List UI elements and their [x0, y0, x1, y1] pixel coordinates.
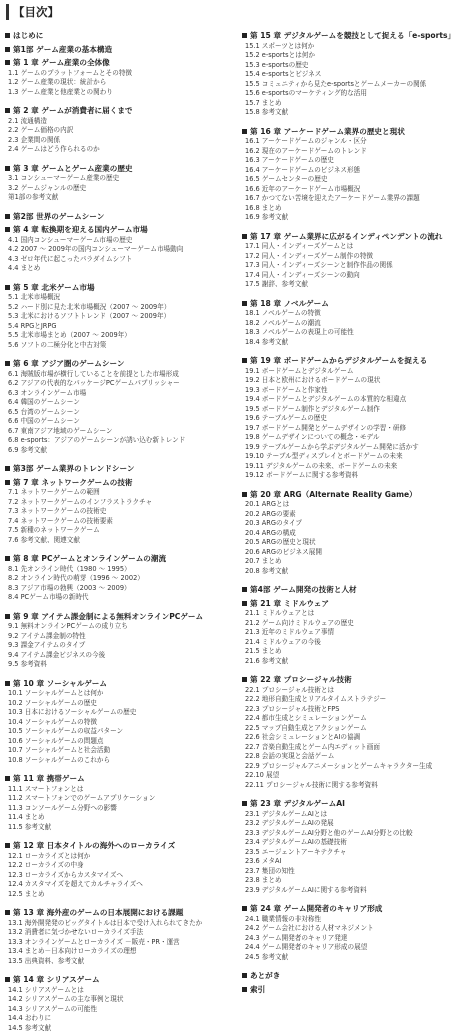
toc-section-item[interactable]: 22.11 プロシージャル技術に関する参考資料 — [241, 781, 472, 791]
toc-gap — [4, 155, 234, 161]
toc-section-item[interactable]: 11.1 スマートフォンとは — [4, 785, 234, 795]
toc-section-item[interactable]: 12.5 まとめ — [4, 890, 234, 900]
toc-chapter-heading[interactable]: 第 24 章 ゲーム開発者のキャリア形成 — [241, 904, 472, 915]
toc-section-item[interactable]: 22.10 展望 — [241, 771, 472, 781]
toc-gap — [241, 347, 472, 353]
toc-section-item[interactable]: 1.1 ゲームのプラットフォームとその特徴 — [4, 69, 234, 79]
toc-chapter-heading[interactable]: 第4部 ゲーム開発の技術と人材 — [241, 585, 472, 596]
toc-gap — [4, 97, 234, 103]
toc-section-item[interactable]: 21.4 ミドルウェアの今後 — [241, 638, 472, 648]
toc-section-item[interactable]: 15.4 e-sportsとビジネス — [241, 70, 472, 80]
toc-section-item[interactable]: 10.8 ソーシャルゲームのこれから — [4, 756, 234, 766]
toc-section-item[interactable]: 21.3 近年のミドルウェア事情 — [241, 628, 472, 638]
toc-section-item[interactable]: 8.1 先オンライン時代（1980 ～ 1995） — [4, 565, 234, 575]
toc-section-item[interactable]: 6.2 アジアの代表的なパッケージPCゲームパブリッシャー — [4, 379, 234, 389]
toc-section-item[interactable]: 24.3 ゲーム開発者のキャリア発達 — [241, 934, 472, 944]
toc-section-item[interactable]: 6.3 オンラインゲーム市場 — [4, 389, 234, 399]
toc-section-item[interactable]: 12.3 ローカライズからカスタマイズへ — [4, 871, 234, 881]
toc-section-item[interactable]: 5.5 北米市場まとめ（2007 ～ 2009年） — [4, 331, 234, 341]
toc-section-item[interactable]: 12.2 ローカライズの中身 — [4, 861, 234, 871]
toc-section-item[interactable]: 23.2 デジタルゲームAIの発展 — [241, 819, 472, 829]
toc-section-item[interactable]: 14.2 シリアスゲームの主な事例と現状 — [4, 995, 234, 1005]
toc-section-item[interactable]: 23.3 デジタルゲームAI分野と他のゲームAI分野との比較 — [241, 829, 472, 839]
toc-section-item[interactable]: 22.1 プロシージャル技術とは — [241, 686, 472, 696]
toc-section-item[interactable]: 16.7 かつてない苦境を迎えたアーケードゲーム業界の課題 — [241, 194, 472, 204]
toc-section-item[interactable]: 13.2 消費者に気づかせないローカライズ手法 — [4, 928, 234, 938]
toc-section-item[interactable]: 9.5 参考資料 — [4, 660, 234, 670]
toc-section-item[interactable]: 2.2 ゲーム価格の内訳 — [4, 126, 234, 136]
toc-section-item[interactable]: 15.8 参考文献 — [241, 108, 472, 118]
toc-section-item[interactable]: 6.7 東南アジア地域のゲームシーン — [4, 427, 234, 437]
toc-section-item[interactable]: 19.1 ボードゲームとデジタルゲーム — [241, 367, 472, 377]
toc-section-item[interactable]: 9.4 アイテム課金ビジネスの今後 — [4, 651, 234, 661]
toc-section-item[interactable]: 17.4 同人・インディーズシーンの動向 — [241, 271, 472, 281]
toc-section-item[interactable]: 19.11 デジタルゲームの未来、ボードゲームの未来 — [241, 462, 472, 472]
toc-section-item[interactable]: 19.6 テーブルゲームの歴史 — [241, 414, 472, 424]
toc-gap — [241, 481, 472, 487]
toc-chapter-heading[interactable]: 第3部 ゲーム業界のトレンドシーン — [4, 464, 234, 475]
toc-gap — [4, 274, 234, 280]
toc-section-item[interactable]: 13.1 海外開発発のビッグタイトルは日本で受け入れられてきたか — [4, 919, 234, 929]
toc-chapter-heading[interactable]: 第 2 章 ゲームが消費者に届くまで — [4, 106, 234, 117]
toc-section-item[interactable]: 15.6 e-sportsのマーケティング的な活用 — [241, 89, 472, 99]
toc-section-item[interactable]: 7.6 参考文献、関連文献 — [4, 536, 234, 546]
toc-section-item[interactable]: 8.4 PCゲーム市場の新時代 — [4, 593, 234, 603]
toc-section-item[interactable]: 16.5 ゲームセンターの歴史 — [241, 175, 472, 185]
toc-chapter-heading[interactable]: 第 14 章 シリアスゲーム — [4, 975, 234, 986]
toc-section-item[interactable]: 23.9 デジタルゲームAIに関する参考資料 — [241, 886, 472, 896]
toc-section-item[interactable]: 22.4 都市生成とシミュレーションゲーム — [241, 714, 472, 724]
toc-section-item[interactable]: 19.2 日本と欧州におけるボードゲームの現状 — [241, 376, 472, 386]
toc-section-item[interactable]: 24.4 ゲーム開発者のキャリア形成の展望 — [241, 943, 472, 953]
toc-section-item[interactable]: 11.3 コンソールゲーム分野への影響 — [4, 804, 234, 814]
toc-section-item[interactable]: 10.1 ソーシャルゲームとは何か — [4, 689, 234, 699]
toc-section-item[interactable]: 14.3 シリアスゲームの可能性 — [4, 1005, 234, 1015]
toc-section-item[interactable]: 20.8 参考文献 — [241, 567, 472, 577]
toc-section-item[interactable]: 15.1 スポーツとは何か — [241, 42, 472, 52]
toc-section-item[interactable]: 22.3 プロシージャル技術とFPS — [241, 705, 472, 715]
toc-chapter-heading[interactable]: 第 8 章 PCゲームとオンラインゲームの潮流 — [4, 554, 234, 565]
toc-section-item[interactable]: 24.2 ゲーム会社における人材マネジメント — [241, 924, 472, 934]
toc-chapter-heading[interactable]: 第2部 世界のゲームシーン — [4, 212, 234, 223]
toc-section-item[interactable]: 14.1 シリアスゲームとは — [4, 986, 234, 996]
toc-section-item[interactable]: 6.8 e-sports：アジアのゲームシーンが誘い込む新トレンド — [4, 436, 234, 446]
toc-section-item[interactable]: 16.2 現在のアーケードゲームのトレンド — [241, 147, 472, 157]
toc-section-item[interactable]: 14.4 おわりに — [4, 1014, 234, 1024]
toc-section-item[interactable]: 第1部の参考文献 — [4, 193, 234, 203]
toc-section-item[interactable]: 6.1 海賊版市場が横行していることを前提とした市場形成 — [4, 370, 234, 380]
toc-section-item[interactable]: 22.2 地形自動生成とリアルタイムストラテジー — [241, 695, 472, 705]
toc-gap — [241, 895, 472, 901]
toc-chapter-heading[interactable]: 第1部 ゲーム産業の基本構造 — [4, 45, 234, 56]
toc-chapter-heading[interactable]: 第 12 章 日本タイトルの海外へのローカライズ — [4, 841, 234, 852]
toc-right-column — [241, 28, 472, 995]
toc-chapter-heading[interactable]: はじめに — [4, 31, 234, 42]
toc-chapter-heading[interactable]: 第 20 章 ARG（Alternate Reality Game） — [241, 490, 472, 501]
toc-section-item[interactable]: 12.4 カスタマイズを超えてカルチャライズへ — [4, 880, 234, 890]
toc-section-item[interactable]: 23.5 エージェントアーキテクチャ — [241, 848, 472, 858]
toc-chapter-heading[interactable]: 第 15 章 デジタルゲームを競技として捉える「e-sports」 — [241, 31, 472, 42]
toc-section-item[interactable]: 16.4 アーケードゲームのビジネス形態 — [241, 166, 472, 176]
toc-gap — [241, 576, 472, 582]
toc-gap — [241, 223, 472, 229]
toc-gap — [4, 899, 234, 905]
toc-section-item[interactable]: 21.1 ミドルウェアとは — [241, 609, 472, 619]
toc-section-item[interactable]: 20.1 ARGとは — [241, 500, 472, 510]
toc-section-item[interactable]: 6.9 参考文献 — [4, 446, 234, 456]
toc-section-item[interactable]: 10.5 ソーシャルゲームの収益パターン — [4, 727, 234, 737]
toc-section-item[interactable]: 15.7 まとめ — [241, 99, 472, 109]
toc-section-item[interactable]: 4.3 ゼロ年代に起こったパラダイムシフト — [4, 255, 234, 265]
toc-chapter-heading[interactable]: 第 13 章 海外産のゲームの日本展開における課題 — [4, 908, 234, 919]
toc-section-item[interactable]: 20.5 ARGの歴史と現状 — [241, 538, 472, 548]
toc-section-item[interactable]: 10.2 ソーシャルゲームの歴史 — [4, 699, 234, 709]
toc-section-item[interactable]: 22.7 音楽自動生成とゲーム内エディット画面 — [241, 743, 472, 753]
toc-section-item[interactable]: 5.2 ハード別に見た北米市場概況（2007 ～ 2009年） — [4, 303, 234, 313]
toc-section-item[interactable]: 21.2 ゲーム向けミドルウェアの歴史 — [241, 619, 472, 629]
toc-section-item[interactable]: 4.4 まとめ — [4, 264, 234, 274]
toc-section-item[interactable]: 1.2 ゲーム産業の現状：統計から — [4, 78, 234, 88]
toc-section-item[interactable]: 9.1 無料オンラインPCゲームの成り立ち — [4, 622, 234, 632]
toc-section-item[interactable]: 23.4 デジタルゲームAIの基礎技術 — [241, 838, 472, 848]
toc-section-item[interactable]: 7.4 ネットワークゲームの技術要素 — [4, 517, 234, 527]
toc-section-item[interactable]: 11.5 参考文献 — [4, 823, 234, 833]
toc-section-item[interactable]: 1.3 ゲーム産業と他産業との関わり — [4, 88, 234, 98]
toc-section-item[interactable]: 15.5 コミュニティから見たe-sportsとゲームメーカーの関係 — [241, 80, 472, 90]
toc-section-item[interactable]: 22.9 プロシージャルアニメーションとゲームキャラクター生成 — [241, 762, 472, 772]
toc-chapter-heading[interactable]: 第 1 章 ゲーム産業の全体像 — [4, 58, 234, 69]
toc-section-item[interactable]: 18.3 ノベルゲームの表現上の可能性 — [241, 328, 472, 338]
toc-section-item[interactable]: 24.5 参考文献 — [241, 953, 472, 963]
toc-section-item[interactable]: 5.6 ソフトの二極分化と中古対策 — [4, 341, 234, 351]
toc-section-item[interactable]: 20.7 まとめ — [241, 557, 472, 567]
toc-chapter-heading[interactable]: 第 9 章 アイテム課金制による無料オンラインPCゲーム — [4, 612, 234, 623]
toc-chapter-heading[interactable]: 第 11 章 携帯ゲーム — [4, 774, 234, 785]
toc-section-item[interactable]: 12.1 ローカライズとは何か — [4, 852, 234, 862]
toc-section-item[interactable]: 13.3 オンラインゲームとローカライズ －販売・PR・運営 — [4, 938, 234, 948]
toc-section-item[interactable]: 3.1 コンシューマーゲーム産業の歴史 — [4, 174, 234, 184]
toc-section-item[interactable]: 18.4 参考文献 — [241, 338, 472, 348]
toc-section-item[interactable]: 17.1 同人・インディーズゲームとは — [241, 242, 472, 252]
toc-gap — [4, 455, 234, 461]
toc-section-item[interactable]: 10.3 日本におけるソーシャルゲームの歴史 — [4, 708, 234, 718]
toc-section-item[interactable]: 19.4 ボードゲームとデジタルゲームの本質的な相違点 — [241, 395, 472, 405]
toc-section-item[interactable]: 6.5 台湾のゲームシーン — [4, 408, 234, 418]
toc-section-item[interactable]: 5.3 北米におけるソフトトレンド（2007 ～ 2009年） — [4, 312, 234, 322]
toc-gap — [241, 962, 472, 968]
toc-section-item[interactable]: 2.1 流通構造 — [4, 117, 234, 127]
toc-section-item[interactable]: 8.2 オンライン時代の萌芽（1996 ～ 2002） — [4, 574, 234, 584]
toc-chapter-heading[interactable]: 第 21 章 ミドルウェア — [241, 599, 472, 610]
toc-section-item[interactable]: 14.5 参考文献 — [4, 1024, 234, 1033]
toc-section-item[interactable]: 18.2 ノベルゲームの潮流 — [241, 319, 472, 329]
toc-section-item[interactable]: 16.8 まとめ — [241, 204, 472, 214]
toc-section-item[interactable]: 15.2 e-sportsとは何か — [241, 51, 472, 61]
toc-gap — [241, 118, 472, 124]
toc-section-item[interactable]: 21.6 参考文献 — [241, 657, 472, 667]
toc-chapter-heading[interactable]: 第 7 章 ネットワークゲームの技術 — [4, 478, 234, 489]
toc-section-item[interactable]: 20.6 ARGのビジネス展開 — [241, 548, 472, 558]
toc-section-item[interactable]: 23.7 集団の知性 — [241, 867, 472, 877]
toc-section-item[interactable]: 7.5 新種のネットワークゲーム — [4, 526, 234, 536]
toc-section-item[interactable]: 2.3 企業間の関係 — [4, 136, 234, 146]
toc-section-item[interactable]: 11.2 スマートフォンでのゲームアプリケーション — [4, 794, 234, 804]
toc-chapter-heading[interactable]: 第 16 章 アーケードゲーム業界の歴史と現状 — [241, 127, 472, 138]
toc-gap — [4, 966, 234, 972]
toc-section-item[interactable]: 6.6 中国のゲームシーン — [4, 417, 234, 427]
toc-chapter-heading[interactable]: 第 23 章 デジタルゲームAI — [241, 799, 472, 810]
toc-section-item[interactable]: 4.2 2007 ～ 2009年の国内コンシューマーゲーム市場動向 — [4, 245, 234, 255]
toc-section-item[interactable]: 16.6 近年のアーケードゲーム市場概況 — [241, 185, 472, 195]
toc-chapter-heading[interactable]: あとがき — [241, 971, 472, 982]
toc-section-item[interactable]: 7.1 ネットワークゲームの範囲 — [4, 488, 234, 498]
toc-section-item[interactable]: 20.3 ARGのタイプ — [241, 519, 472, 529]
toc-section-item[interactable]: 16.1 アーケードゲームのジャンル・区分 — [241, 137, 472, 147]
toc-section-item[interactable]: 23.1 デジタルゲームAIとは — [241, 810, 472, 820]
toc-section-item[interactable]: 17.2 同人・インディーズゲーム制作の特徴 — [241, 252, 472, 262]
toc-section-item[interactable]: 15.3 e-sportsの歴史 — [241, 61, 472, 71]
toc-chapter-heading[interactable]: 第 5 章 北米ゲーム市場 — [4, 283, 234, 294]
toc-gap — [4, 765, 234, 771]
toc-section-item[interactable]: 21.5 まとめ — [241, 647, 472, 657]
toc-chapter-heading[interactable]: 第 22 章 プロシージャル技術 — [241, 675, 472, 686]
toc-gap — [4, 350, 234, 356]
toc-section-item[interactable]: 19.12 ボードゲームに関する参考資料 — [241, 471, 472, 481]
toc-gap — [4, 670, 234, 676]
toc-gap — [241, 290, 472, 296]
toc-section-item[interactable]: 22.8 会話の実現と会話ゲーム — [241, 752, 472, 762]
toc-section-item[interactable]: 22.6 社会シミュレーションとAIの協調 — [241, 733, 472, 743]
toc-section-item[interactable]: 19.5 ボードゲーム制作とデジタルゲーム制作 — [241, 405, 472, 415]
toc-section-item[interactable]: 19.9 テーブルゲームから学ぶデジタルゲーム開発に活かす — [241, 443, 472, 453]
page-title: 【目次】 — [6, 4, 59, 20]
toc-section-item[interactable]: 8.3 アジア市場の勃興（2003 ～ 2009） — [4, 584, 234, 594]
toc-section-item[interactable]: 23.6 メタAI — [241, 857, 472, 867]
toc-section-item[interactable]: 7.3 ネットワークゲームの技術史 — [4, 507, 234, 517]
toc-chapter-heading[interactable]: 第 19 章 ボードゲームからデジタルゲームを捉える — [241, 356, 472, 367]
toc-section-item[interactable]: 24.1 職業情報の非対称性 — [241, 915, 472, 925]
toc-section-item[interactable]: 2.4 ゲームはどう作られるのか — [4, 145, 234, 155]
toc-gap — [4, 545, 234, 551]
toc-section-item[interactable]: 16.3 アーケードゲームの歴史 — [241, 156, 472, 166]
toc-section-item[interactable]: 20.2 ARGの要素 — [241, 510, 472, 520]
toc-section-item[interactable]: 4.1 国内コンシューマーゲーム市場の歴史 — [4, 236, 234, 246]
toc-section-item[interactable]: 16.9 参考文献 — [241, 213, 472, 223]
toc-section-item[interactable]: 20.4 ARGの構成 — [241, 529, 472, 539]
toc-section-item[interactable]: 19.3 ボードゲームと作家性 — [241, 386, 472, 396]
toc-chapter-heading[interactable]: 第 4 章 転換期を迎える国内ゲーム市場 — [4, 225, 234, 236]
toc-section-item[interactable]: 19.7 ボードゲーム開発とゲームデザインの学習・研修 — [241, 424, 472, 434]
toc-section-item[interactable]: 13.4 まとめ－日本向けローカライズの理想 — [4, 947, 234, 957]
toc-section-item[interactable]: 9.2 アイテム課金制の特性 — [4, 632, 234, 642]
toc-section-item[interactable]: 10.6 ソーシャルゲームの問題点 — [4, 737, 234, 747]
toc-section-item[interactable]: 18.1 ノベルゲームの特徴 — [241, 309, 472, 319]
toc-gap — [4, 603, 234, 609]
toc-section-item[interactable]: 5.4 RPGとJRPG — [4, 322, 234, 332]
toc-gap — [241, 790, 472, 796]
toc-gap — [4, 832, 234, 838]
toc-section-item[interactable]: 23.8 まとめ — [241, 876, 472, 886]
toc-section-item[interactable]: 10.7 ソーシャルゲームと社会活動 — [4, 746, 234, 756]
toc-section-item[interactable]: 13.5 出典資料、参考文献 — [4, 957, 234, 967]
toc-section-item[interactable]: 17.3 同人・インディーズシーンと制作作品の関係 — [241, 261, 472, 271]
toc-chapter-heading[interactable]: 第 3 章 ゲームとゲーム産業の歴史 — [4, 164, 234, 175]
toc-section-item[interactable]: 19.8 ゲームデザインについての概念・モデル — [241, 433, 472, 443]
toc-chapter-heading[interactable]: 第 17 章 ゲーム業界に広がるインディペンデントの流れ — [241, 232, 472, 243]
toc-section-item[interactable]: 22.5 マップ自動生成とアクションゲーム — [241, 724, 472, 734]
toc-section-item[interactable]: 3.2 ゲームジャンルの歴史 — [4, 184, 234, 194]
toc-chapter-heading[interactable]: 第 18 章 ノベルゲーム — [241, 299, 472, 310]
toc-left-column — [4, 28, 234, 1033]
toc-section-item[interactable]: 9.3 課金アイテムのタイプ — [4, 641, 234, 651]
toc-section-item[interactable]: 17.5 謝辞、参考文献 — [241, 280, 472, 290]
toc-chapter-heading[interactable]: 索引 — [241, 985, 472, 996]
toc-section-item[interactable]: 6.4 韓国のゲームシーン — [4, 398, 234, 408]
toc-gap — [4, 203, 234, 209]
toc-section-item[interactable]: 5.1 北米市場概況 — [4, 293, 234, 303]
toc-chapter-heading[interactable]: 第 6 章 アジア圏のゲームシーン — [4, 359, 234, 370]
toc-section-item[interactable]: 7.2 ネットワークゲームのインフラストラクチャ — [4, 498, 234, 508]
toc-section-item[interactable]: 11.4 まとめ — [4, 813, 234, 823]
toc-section-item[interactable]: 10.4 ソーシャルゲームの特徴 — [4, 718, 234, 728]
toc-chapter-heading[interactable]: 第 10 章 ソーシャルゲーム — [4, 679, 234, 690]
toc-section-item[interactable]: 19.10 テーブル型ディスプレイとボードゲームの未来 — [241, 452, 472, 462]
toc-gap — [241, 666, 472, 672]
